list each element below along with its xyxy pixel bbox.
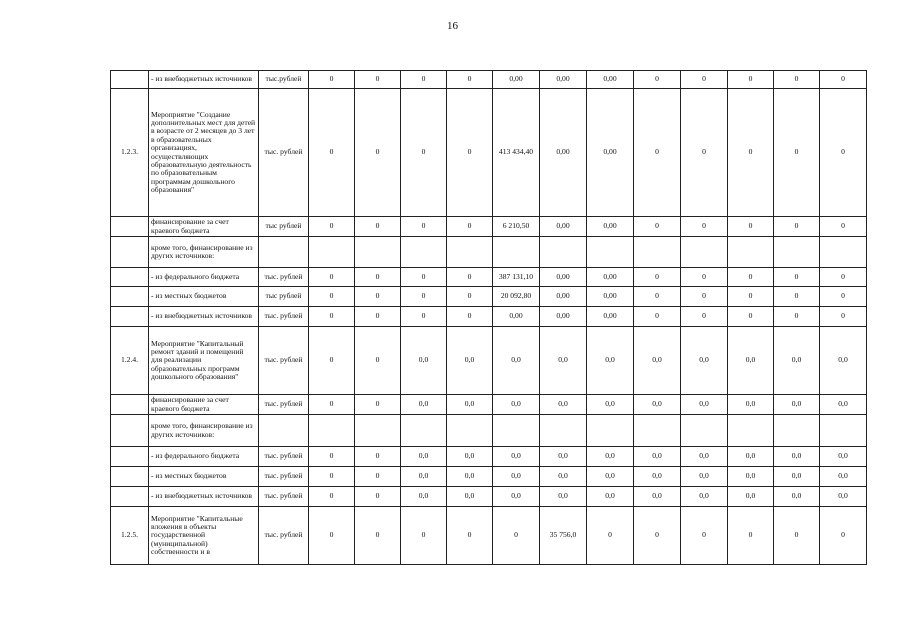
value-cell: 0,0	[493, 447, 540, 467]
value-cell: 0	[820, 307, 867, 327]
table-row	[111, 327, 867, 395]
value-cell: 0,0	[447, 447, 493, 467]
value-cell: 0,0	[681, 395, 728, 415]
value-cell	[820, 415, 867, 447]
row-unit	[259, 237, 309, 268]
value-cell: 0	[355, 467, 401, 487]
value-cell: 0	[447, 268, 493, 287]
value-cell: 0,0	[493, 487, 540, 507]
value-cell: 0	[728, 217, 774, 237]
value-cell: 0,0	[493, 327, 540, 395]
value-cell	[774, 415, 820, 447]
row-code	[111, 71, 149, 89]
value-cell: 0	[681, 268, 728, 287]
table-row	[111, 447, 867, 467]
value-cell: 0	[728, 89, 774, 217]
value-cell: 35 756,0	[540, 507, 587, 565]
value-cell: 0,00	[540, 287, 587, 307]
value-cell: 0	[681, 71, 728, 89]
row-unit: тыс. рублей	[259, 507, 309, 565]
value-cell: 6 210,50	[493, 217, 540, 237]
value-cell: 0	[309, 327, 355, 395]
value-cell: 0,0	[634, 447, 681, 467]
row-code	[111, 268, 149, 287]
value-cell: 0	[309, 487, 355, 507]
value-cell: 0	[355, 89, 401, 217]
value-cell: 0	[401, 268, 447, 287]
table-row	[111, 395, 867, 415]
row-name: - из внебюджетных источников	[149, 307, 259, 327]
value-cell: 0	[774, 287, 820, 307]
value-cell: 0	[355, 447, 401, 467]
table-row	[111, 307, 867, 327]
value-cell: 0,0	[540, 467, 587, 487]
value-cell	[774, 237, 820, 268]
value-cell: 0	[774, 89, 820, 217]
value-cell: 0,0	[634, 467, 681, 487]
value-cell: 0,0	[401, 327, 447, 395]
table-row	[111, 507, 867, 565]
value-cell: 0	[774, 71, 820, 89]
value-cell: 0	[355, 217, 401, 237]
value-cell: 0,0	[540, 487, 587, 507]
row-unit: тыс. рублей	[259, 447, 309, 467]
value-cell: 0,00	[493, 71, 540, 89]
value-cell: 0,00	[493, 307, 540, 327]
row-name: кроме того, финансирование из других источников:	[149, 237, 259, 268]
value-cell	[587, 415, 634, 447]
table-row	[111, 415, 867, 447]
value-cell: 0	[820, 287, 867, 307]
value-cell: 0	[728, 287, 774, 307]
value-cell: 0	[820, 89, 867, 217]
value-cell	[401, 415, 447, 447]
value-cell: 0	[309, 507, 355, 565]
row-unit: тыс. рублей	[259, 395, 309, 415]
value-cell: 0	[681, 287, 728, 307]
row-name: - из местных бюджетов	[149, 467, 259, 487]
value-cell: 0	[355, 395, 401, 415]
table-row	[111, 71, 867, 89]
row-code	[111, 467, 149, 487]
value-cell	[728, 237, 774, 268]
value-cell: 0,0	[820, 467, 867, 487]
value-cell	[355, 237, 401, 268]
value-cell: 0	[309, 287, 355, 307]
value-cell: 0,0	[634, 487, 681, 507]
value-cell: 0,00	[587, 217, 634, 237]
value-cell: 0	[820, 217, 867, 237]
value-cell: 0,0	[774, 395, 820, 415]
row-name: - из внебюджетных источников	[149, 487, 259, 507]
value-cell: 0	[309, 71, 355, 89]
row-unit: тыс. рублей	[259, 268, 309, 287]
value-cell	[447, 237, 493, 268]
value-cell: 0,0	[820, 327, 867, 395]
value-cell: 0,0	[728, 447, 774, 467]
row-unit: тыс. рублей	[259, 467, 309, 487]
value-cell: 0	[774, 507, 820, 565]
value-cell: 0	[355, 327, 401, 395]
value-cell: 0	[681, 307, 728, 327]
value-cell	[681, 415, 728, 447]
row-code: 1.2.5.	[111, 507, 149, 565]
value-cell: 0,00	[587, 89, 634, 217]
value-cell: 0,0	[493, 467, 540, 487]
value-cell: 0	[355, 487, 401, 507]
value-cell: 0	[681, 217, 728, 237]
value-cell: 0	[447, 507, 493, 565]
value-cell: 0,0	[540, 327, 587, 395]
value-cell: 0,0	[774, 487, 820, 507]
row-name: Мероприятие "Капитальный ремонт зданий и помещений для реализации образовательных программ дошкольного образования"	[149, 327, 259, 395]
table-row	[111, 237, 867, 268]
table-row	[111, 467, 867, 487]
value-cell: 0,00	[587, 287, 634, 307]
value-cell: 0	[774, 217, 820, 237]
value-cell	[493, 415, 540, 447]
row-unit: тыс. рублей	[259, 327, 309, 395]
value-cell: 0	[728, 268, 774, 287]
value-cell	[820, 237, 867, 268]
value-cell: 387 131,10	[493, 268, 540, 287]
row-code	[111, 237, 149, 268]
row-code	[111, 415, 149, 447]
value-cell: 0,0	[493, 395, 540, 415]
value-cell: 0	[309, 89, 355, 217]
value-cell: 0,00	[540, 217, 587, 237]
value-cell: 0	[447, 217, 493, 237]
value-cell: 0	[401, 89, 447, 217]
row-name: Мероприятие "Капитальные вложения в объекты государственной (муниципальной) собственности и в	[149, 507, 259, 565]
row-name: - из местных бюджетов	[149, 287, 259, 307]
value-cell: 0	[681, 507, 728, 565]
value-cell: 0	[728, 71, 774, 89]
value-cell	[587, 237, 634, 268]
row-unit: тыс.рублей	[259, 71, 309, 89]
value-cell: 0,0	[587, 467, 634, 487]
table-row	[111, 268, 867, 287]
value-cell	[728, 415, 774, 447]
value-cell: 0,0	[634, 327, 681, 395]
value-cell: 0	[447, 307, 493, 327]
row-name: финансирование за счет краевого бюджета	[149, 395, 259, 415]
value-cell: 0,0	[587, 395, 634, 415]
value-cell: 0	[728, 507, 774, 565]
value-cell	[634, 237, 681, 268]
value-cell: 0	[493, 507, 540, 565]
value-cell	[681, 237, 728, 268]
value-cell	[493, 237, 540, 268]
value-cell: 0,0	[728, 395, 774, 415]
value-cell: 0,0	[728, 487, 774, 507]
value-cell: 0	[401, 307, 447, 327]
value-cell: 0	[820, 507, 867, 565]
row-name: - из внебюджетных источников	[149, 71, 259, 89]
value-cell: 0	[634, 507, 681, 565]
row-code	[111, 447, 149, 467]
value-cell: 0	[728, 307, 774, 327]
value-cell: 0,0	[447, 395, 493, 415]
value-cell	[309, 237, 355, 268]
value-cell: 0	[355, 268, 401, 287]
value-cell: 0,0	[681, 327, 728, 395]
value-cell: 0	[355, 307, 401, 327]
value-cell: 0	[820, 71, 867, 89]
value-cell: 0,00	[587, 307, 634, 327]
value-cell	[355, 415, 401, 447]
row-unit: тыс. рублей	[259, 487, 309, 507]
value-cell: 0	[634, 268, 681, 287]
row-unit	[259, 415, 309, 447]
value-cell	[401, 237, 447, 268]
value-cell: 0	[634, 71, 681, 89]
value-cell: 0	[309, 447, 355, 467]
value-cell: 0,0	[401, 447, 447, 467]
row-unit: тыс. рублей	[259, 89, 309, 217]
value-cell	[447, 415, 493, 447]
value-cell: 0,00	[540, 71, 587, 89]
page-number: 16	[447, 20, 458, 32]
row-name: кроме того, финансирование из других источников:	[149, 415, 259, 447]
value-cell: 0	[309, 217, 355, 237]
value-cell: 0	[355, 507, 401, 565]
value-cell: 0,0	[728, 467, 774, 487]
value-cell: 0,0	[540, 447, 587, 467]
value-cell: 0,0	[820, 395, 867, 415]
value-cell: 0,0	[634, 395, 681, 415]
table-row	[111, 217, 867, 237]
row-name: - из федерального бюджета	[149, 447, 259, 467]
value-cell: 0	[634, 307, 681, 327]
value-cell: 0,0	[728, 327, 774, 395]
value-cell: 0,00	[540, 268, 587, 287]
row-unit: тыс рублей	[259, 287, 309, 307]
value-cell: 0,0	[681, 467, 728, 487]
value-cell: 0	[309, 307, 355, 327]
row-code	[111, 395, 149, 415]
value-cell: 0	[634, 287, 681, 307]
value-cell: 0,0	[540, 395, 587, 415]
value-cell: 0	[820, 268, 867, 287]
value-cell: 0	[401, 287, 447, 307]
value-cell: 413 434,40	[493, 89, 540, 217]
value-cell: 0	[355, 287, 401, 307]
value-cell: 0,00	[540, 307, 587, 327]
row-code	[111, 287, 149, 307]
table-row	[111, 89, 867, 217]
data-table	[110, 70, 867, 565]
value-cell: 0,00	[587, 71, 634, 89]
value-cell: 0	[447, 71, 493, 89]
value-cell: 0,0	[681, 487, 728, 507]
value-cell: 0	[309, 395, 355, 415]
row-code: 1.2.3.	[111, 89, 149, 217]
value-cell: 0,0	[587, 327, 634, 395]
value-cell: 0	[401, 71, 447, 89]
row-code	[111, 307, 149, 327]
value-cell: 0,0	[447, 487, 493, 507]
value-cell: 0,00	[540, 89, 587, 217]
value-cell	[309, 415, 355, 447]
value-cell: 0,0	[820, 447, 867, 467]
value-cell	[634, 415, 681, 447]
value-cell: 0,00	[587, 268, 634, 287]
row-code	[111, 487, 149, 507]
value-cell: 0	[774, 307, 820, 327]
row-name: - из федерального бюджета	[149, 268, 259, 287]
value-cell: 0,0	[681, 447, 728, 467]
value-cell: 0,0	[587, 447, 634, 467]
row-name: Мероприятие "Создание дополнительных мест для детей в возрасте от 2 месяцев до 3 лет в образовательных организациях, осуществляющих образовательную деятельность по образовательным программам дошкольного образования"	[149, 89, 259, 217]
value-cell: 0,0	[774, 327, 820, 395]
value-cell: 0,0	[587, 487, 634, 507]
value-cell: 0	[309, 268, 355, 287]
value-cell: 0	[401, 217, 447, 237]
value-cell: 0	[309, 467, 355, 487]
value-cell: 0,0	[447, 327, 493, 395]
value-cell: 0	[447, 89, 493, 217]
row-name: финансирование за счет краевого бюджета	[149, 217, 259, 237]
value-cell: 0	[681, 89, 728, 217]
value-cell: 0,0	[401, 467, 447, 487]
table-row	[111, 487, 867, 507]
value-cell: 0,0	[447, 467, 493, 487]
value-cell: 20 092,80	[493, 287, 540, 307]
value-cell: 0	[401, 507, 447, 565]
value-cell: 0,0	[401, 487, 447, 507]
value-cell: 0	[634, 89, 681, 217]
value-cell: 0	[447, 287, 493, 307]
value-cell	[540, 237, 587, 268]
value-cell: 0	[587, 507, 634, 565]
value-cell: 0	[355, 71, 401, 89]
value-cell	[540, 415, 587, 447]
row-unit: тыс. рублей	[259, 307, 309, 327]
table-row	[111, 287, 867, 307]
value-cell: 0	[774, 268, 820, 287]
row-code: 1.2.4.	[111, 327, 149, 395]
value-cell: 0,0	[774, 447, 820, 467]
row-code	[111, 217, 149, 237]
value-cell: 0,0	[820, 487, 867, 507]
value-cell: 0	[634, 217, 681, 237]
row-unit: тыс рублей	[259, 217, 309, 237]
value-cell: 0,0	[401, 395, 447, 415]
value-cell: 0,0	[774, 467, 820, 487]
